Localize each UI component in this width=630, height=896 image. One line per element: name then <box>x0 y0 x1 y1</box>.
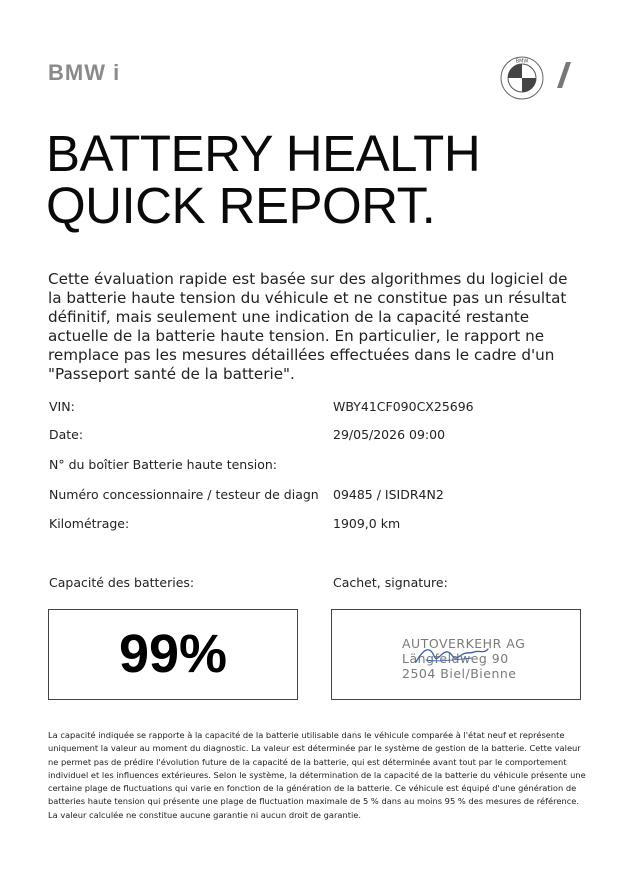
capacity-value: 99% <box>118 624 228 684</box>
brand-logo-text: BMW i <box>48 60 121 85</box>
dealer-tester-number-label: Numéro concessionnaire / testeur de diagn <box>49 487 319 502</box>
mileage-value: 1909,0 km <box>333 516 401 531</box>
stamp-line-3: 2504 Biel/Bienne <box>402 666 517 681</box>
bmw-i-slash-icon <box>556 60 572 90</box>
capacity-box <box>48 609 298 700</box>
stamp-line-2: Längfeldweg 90 <box>402 651 509 666</box>
stamp-label: Cachet, signature: <box>333 575 448 590</box>
logo-text: BMW <box>515 58 529 65</box>
title-line-1: BATTERY HEALTH <box>46 125 481 182</box>
intro-paragraph: Cette évaluation rapide est basée sur des algorithmes du logiciel de la batterie haute tension du véhicule et ne constitue pas un résultat définitif, mais seulement une indication de la capacité restante actuelle de la batterie haute tension. En particulier, le rapport ne remplace pas les mesures détaillées effectuées dans le cadre d'un "Passeport santé de la batterie". <box>48 270 568 382</box>
disclaimer-footnote: La capacité indiquée se rapporte à la capacité de la batterie utilisable dans le véhicule comparée à l'état neuf et représente uniquement la valeur au moment du diagnostic. La valeur est déterminée par le système de gestion de la batterie. Cette valeur ne permet pas de prédire l'évolution future de la capacité de la batterie, qui est déterminée avant tout par le comportement individuel et les influences extérieures. Selon le système, la détermination de la capacité de la batterie du véhicule présente une certaine plage de fluctuations qui varie en fonction de la génération de la batterie. Ce véhicule est équipé d'une génération de batteries haute tension qui présente une plage de fluctuation maximale de 5 % dans au moins 95 % des mesures de référence. La valeur calculée ne constitue aucune garantie ni aucun droit de garantie. <box>48 730 586 820</box>
bmw-roundel-icon <box>500 56 544 100</box>
date-label: Date: <box>49 427 84 442</box>
vin-value: WBY41CF090CX25696 <box>333 399 474 414</box>
handwritten-signature <box>412 640 492 670</box>
battery-housing-number-label: N° du boîtier Batterie haute tension: <box>49 457 277 472</box>
date-value: 29/05/2026 09:00 <box>333 427 446 442</box>
page-title <box>46 125 481 234</box>
mileage-label: Kilométrage: <box>49 516 130 531</box>
title-line-2: QUICK REPORT. <box>46 177 436 234</box>
dealer-tester-number-value: 09485 / ISIDR4N2 <box>333 487 444 502</box>
vin-label: VIN: <box>49 399 75 414</box>
capacity-label: Capacité des batteries: <box>49 575 195 590</box>
stamp-line-1: AUTOVERKEHR AG <box>402 636 526 651</box>
stamp-box <box>331 609 581 700</box>
